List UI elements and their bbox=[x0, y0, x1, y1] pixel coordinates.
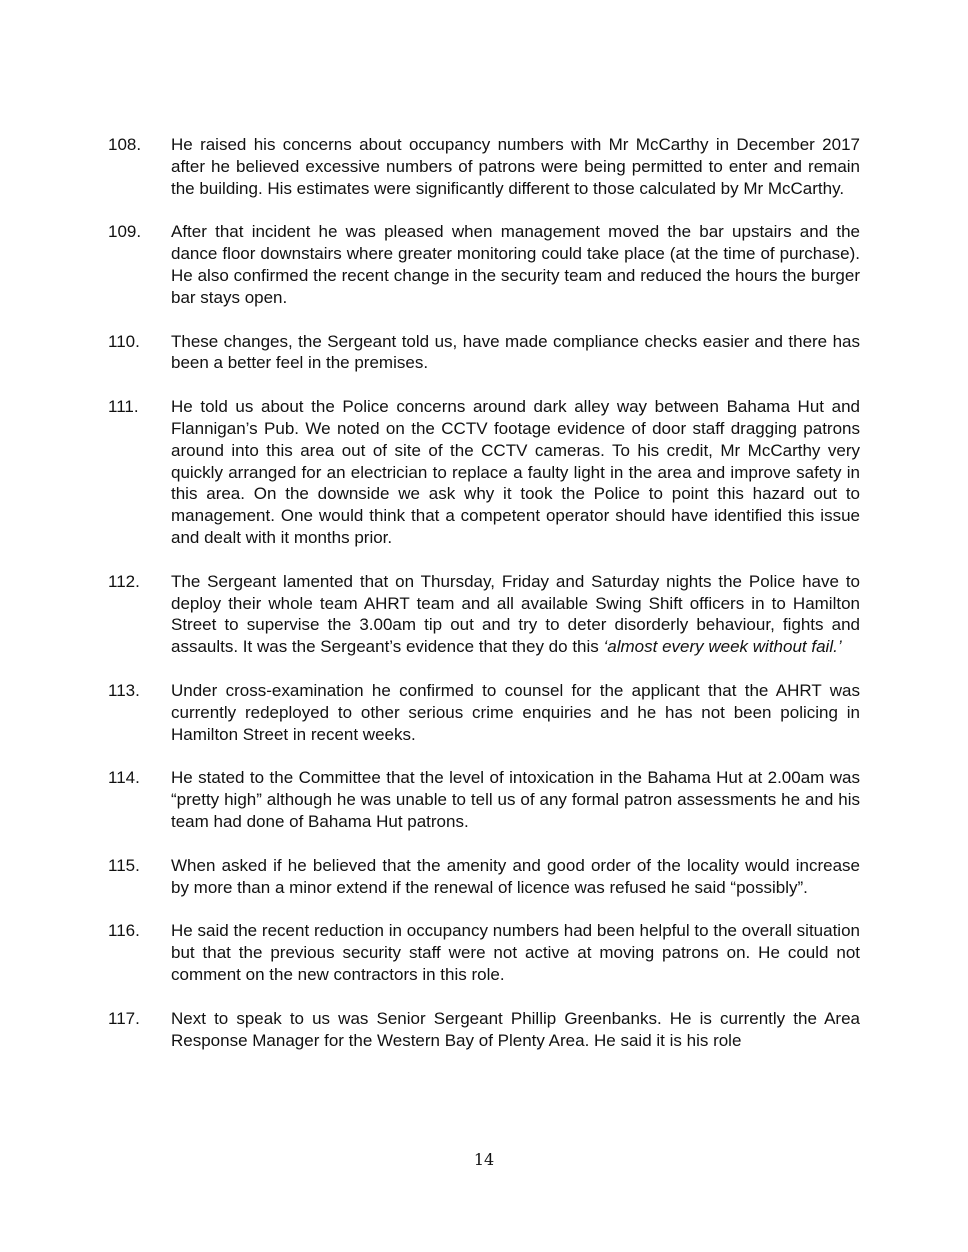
paragraph-text: When asked if he believed that the amenity and good order of the locality would increase by more than a minor extend if the renewal of licence was refused he said “possibly”. bbox=[171, 855, 860, 897]
paragraph-117 bbox=[108, 1008, 860, 1052]
paragraph-114 bbox=[108, 767, 860, 832]
paragraph-number: 115. bbox=[108, 855, 140, 875]
page-number: 14 bbox=[473, 1150, 495, 1169]
italic-quote: ‘almost every week without fail.’ bbox=[603, 637, 842, 657]
paragraph-111 bbox=[108, 396, 860, 549]
paragraph-number: 108. bbox=[108, 135, 142, 154]
paragraph-number: 109. bbox=[108, 222, 142, 242]
paragraph-text: Under cross-examination he confirmed to counsel for the applicant that the AHRT was currently redeployed to other serious crime enquiries and he has not been policing in Hamilton Street in recent weeks. bbox=[171, 680, 860, 744]
paragraph-108 bbox=[108, 134, 860, 199]
paragraph-text: He told us about the Police concerns around dark alley way between Bahama Hut and Flannigan’s Pub. We noted on the CCTV footage evidence of door staff dragging patrons around into this area out of site of the CCTV cameras. To his credit, Mr McCarthy very quickly arranged for an electrician to replace a faulty light in the area and improve safety in this area. On the downside we ask why it took the Police to point this hazard out to management. One would think that a competent operator should have identified this issue and dealt with it months prior. bbox=[171, 397, 860, 547]
paragraph-number: 116. bbox=[108, 921, 140, 941]
paragraph-text: He raised his concerns about occupancy numbers with Mr McCarthy in December 2017 after he believed excessive numbers of patrons were being permitted to enter and remain the building. His estimates were significantly different to those calculated by Mr McCarthy. bbox=[171, 135, 860, 198]
paragraph-text: He stated to the Committee that the level of intoxication in the Bahama Hut at 2.00am was “pretty high” although he was unable to tell us of any formal patron assessments he and his team had done of Bahama Hut patrons. bbox=[171, 768, 860, 831]
paragraph-text bbox=[171, 571, 860, 658]
paragraph-115 bbox=[108, 855, 860, 899]
paragraph-text: He said the recent reduction in occupancy numbers had been helpful to the overall situation but that the previous security staff were not active at moving patrons on. He could not comment on the new contractors in this role. bbox=[171, 921, 860, 984]
paragraph-number: 112. bbox=[108, 571, 140, 591]
paragraph-text: Next to speak to us was Senior Sergeant Phillip Greenbanks. He is currently the Area Response Manager for the Western Bay of Plenty Area. He said it is his role bbox=[171, 1008, 860, 1050]
numbered-paragraphs bbox=[108, 134, 860, 1073]
paragraph-number: 113. bbox=[108, 680, 140, 700]
paragraph-113 bbox=[108, 680, 860, 745]
paragraph-112 bbox=[108, 571, 860, 658]
paragraph-text: These changes, the Sergeant told us, have made compliance checks easier and there has been a better feel in the premises. bbox=[171, 331, 860, 373]
paragraph-110 bbox=[108, 331, 860, 375]
paragraph-number: 117. bbox=[108, 1008, 140, 1028]
paragraph-number: 111. bbox=[108, 397, 139, 417]
paragraph-109 bbox=[108, 221, 860, 308]
paragraph-number: 110. bbox=[108, 331, 140, 351]
paragraph-text: After that incident he was pleased when management moved the bar upstairs and the dance floor downstairs where greater monitoring could take place (at the time of purchase). He also confirmed the recent change in the security team and reduced the hours the burger bar stays open. bbox=[171, 222, 860, 307]
paragraph-number: 114. bbox=[108, 768, 140, 788]
paragraph-body: The Sergeant lamented that on Thursday, Friday and Saturday nights the Police have to deploy their whole team AHRT team and all available Swing Shift officers in to Hamilton Street to supervise the 3.00am tip out and try to deter disorderly behaviour, fights and assaults. It was the Sergeant’s evidence that they do this bbox=[171, 571, 860, 657]
paragraph-116 bbox=[108, 920, 860, 985]
